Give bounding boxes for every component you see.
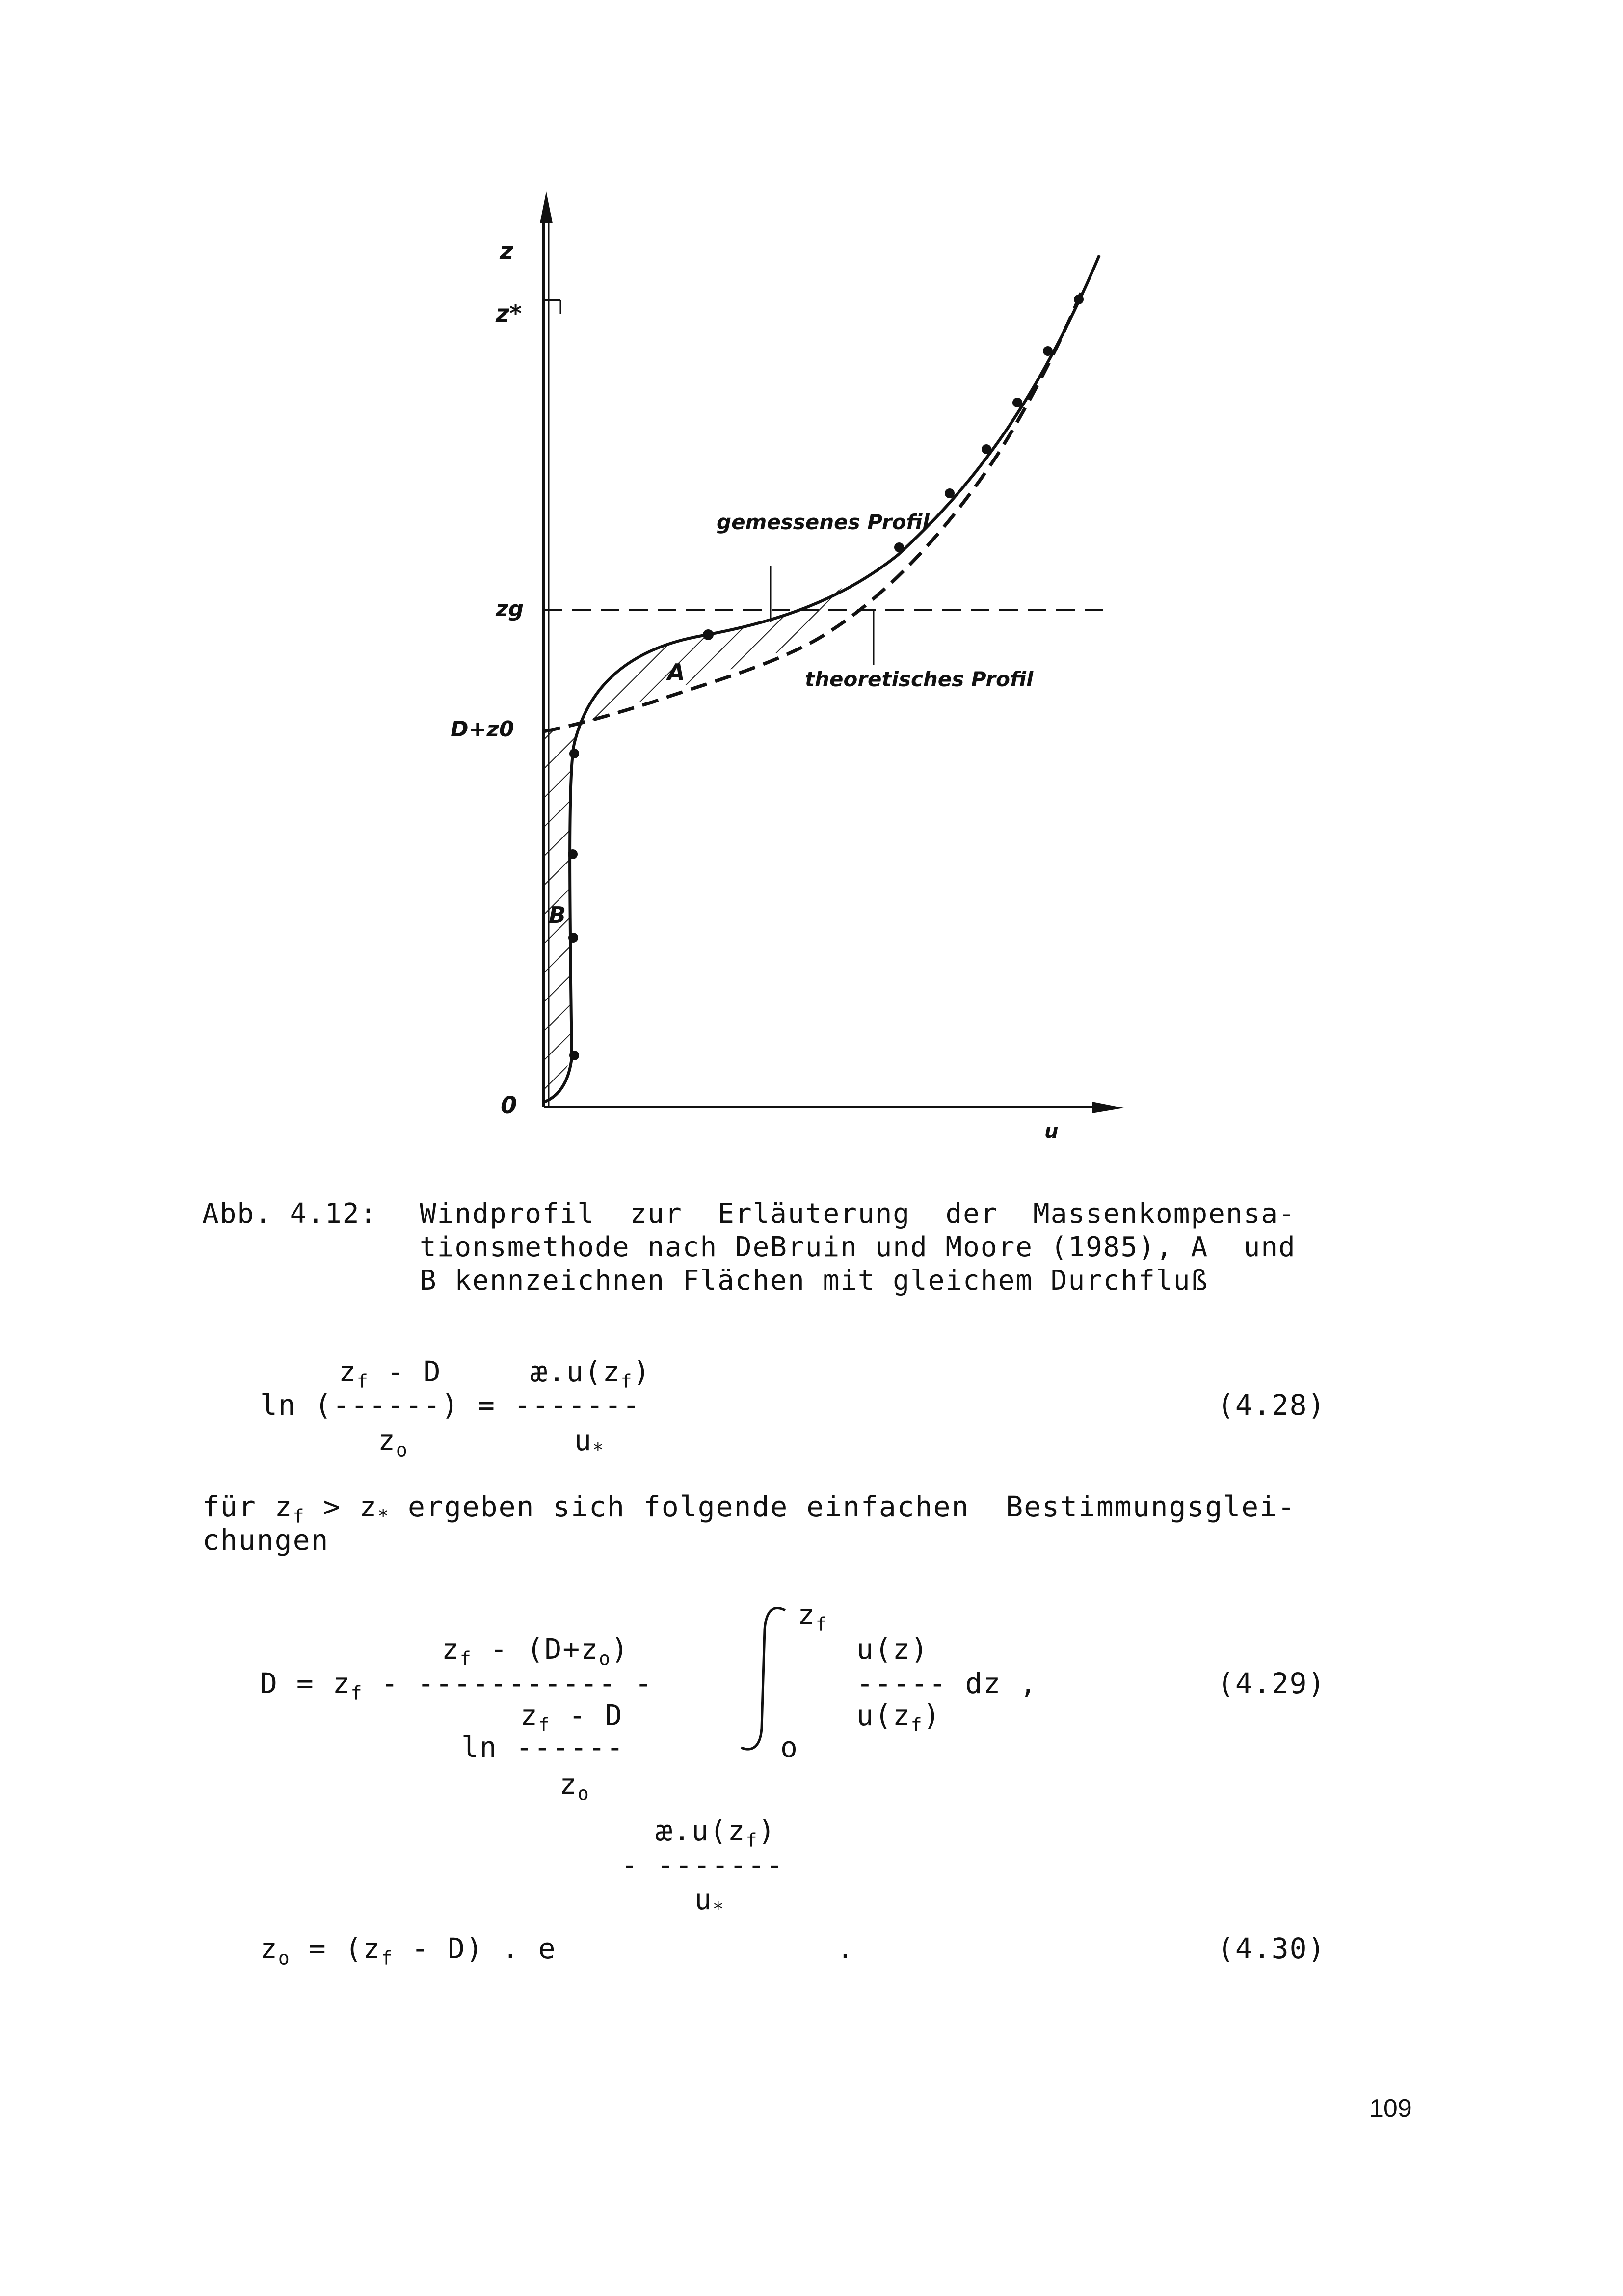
z-axis-label: z xyxy=(500,238,513,265)
area-a-label: A xyxy=(667,659,685,685)
equation-number: (4.30) xyxy=(1217,1932,1326,1965)
body-text-line: chungen xyxy=(202,1523,329,1557)
integral-sign xyxy=(736,1600,795,1757)
equation-4-29: $z_f$ $z_f - (D+z_o)$ u(z) $D = z_f$ - ----------- - ----- dz , $z_f$ - D $u(z_f)$ ln ------ o $z_o$ xyxy=(260,1598,1038,1805)
body-text-line: für $z_f > z_*$ ergeben sich folgende einfachen Bestimmungsglei- xyxy=(202,1490,1296,1527)
y-axis-arrow xyxy=(540,191,553,223)
equation-4-30: $æ.u(z_f)$ - ------- $u_*$ $z_o = (z_f - D)$ . e . xyxy=(260,1814,855,1969)
figure-caption-label: Abb. 4.12: xyxy=(202,1198,378,1230)
measured-profile-label: gemessenes Profil xyxy=(717,510,930,534)
area-b-label: B xyxy=(549,902,566,928)
origin-label: 0 xyxy=(501,1092,517,1119)
equation-4-28: $z_f$ - D $æ.u(z_f)$ ln (------) = ------- $z_o$ $u_*$ xyxy=(260,1355,651,1461)
theoretical-profile-label: theoretisches Profil xyxy=(805,667,1034,691)
x-axis-arrow xyxy=(1092,1102,1124,1113)
equation-number: (4.29) xyxy=(1217,1667,1326,1700)
figure-caption-line: B kennzeichnen Flächen mit gleichem Durchfluß xyxy=(420,1265,1209,1297)
u-axis-label: u xyxy=(1044,1120,1059,1143)
figure-caption-line: Windprofil zur Erläuterung der Massenkompensa- xyxy=(420,1198,1296,1230)
z-star-label: z* xyxy=(496,300,522,327)
equation-number: (4.28) xyxy=(1217,1388,1326,1422)
area-a-hatch xyxy=(582,552,896,724)
figure-caption-line: tionsmethode nach DeBruin und Moore (1985), A und xyxy=(420,1231,1296,1263)
d-plus-z0-label: D+z0 xyxy=(451,717,514,742)
page-number: 109 xyxy=(1369,2094,1412,2123)
zg-label: zg xyxy=(496,596,524,621)
